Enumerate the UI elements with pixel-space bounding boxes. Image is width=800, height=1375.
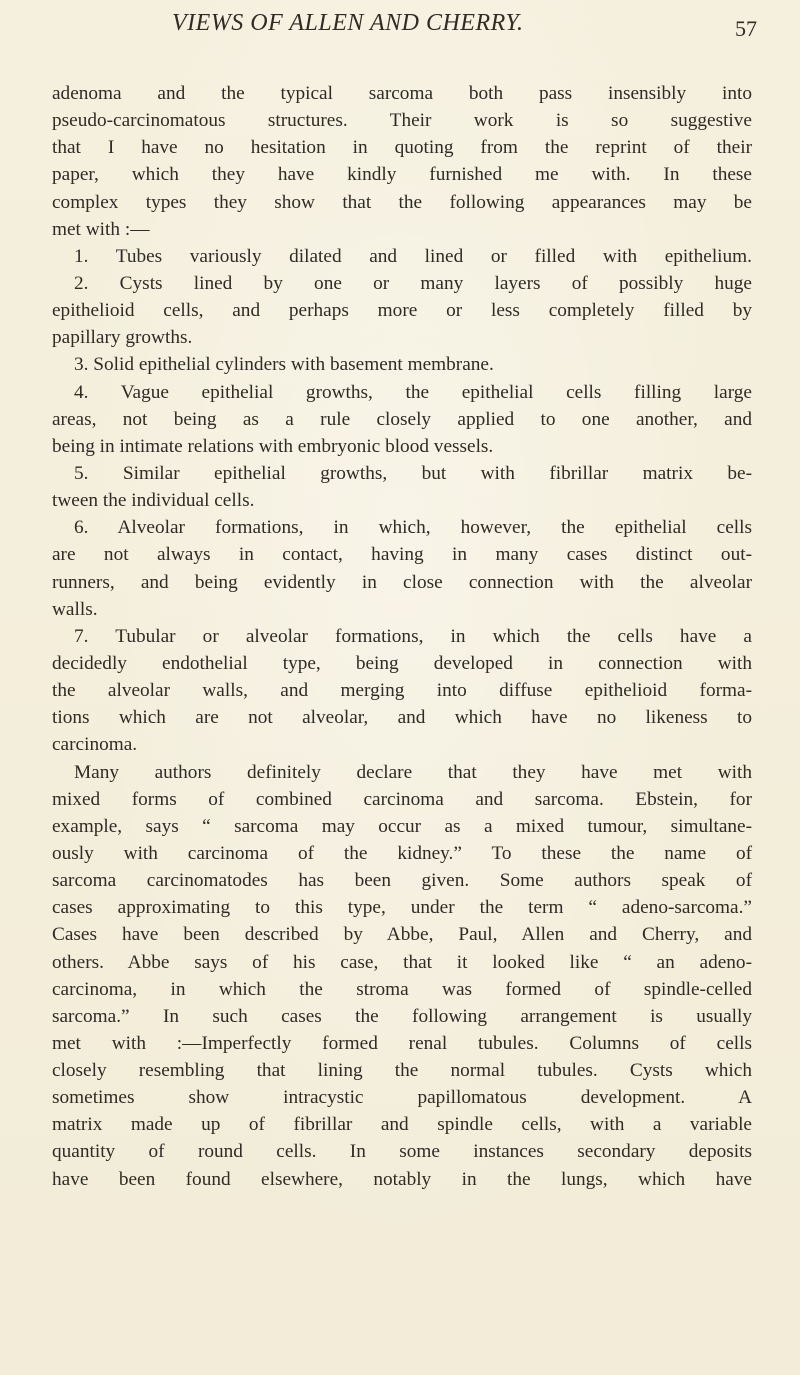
text-line: carcinoma, in which the stroma was formed of spindle-celled <box>52 978 752 1000</box>
text-line: sarcoma carcinomatodes has been given. Some authors speak of <box>52 870 752 892</box>
text-line: runners, and being evidently in close connection with the alveolar <box>52 571 752 593</box>
running-title: VIEWS OF ALLEN AND CHERRY. <box>172 10 524 36</box>
text-line: 1. Tubes variously dilated and lined or filled with epithelium. <box>74 245 752 267</box>
running-head <box>0 6 800 46</box>
text-line: met with :—Imperfectly formed renal tubules. Columns of cells <box>52 1032 752 1054</box>
body-text <box>52 80 752 1193</box>
text-line: sarcoma.” In such cases the following arrangement is usually <box>52 1005 752 1027</box>
text-line: met with :— <box>52 218 150 240</box>
text-line: cases approximating to this type, under the term “ adeno-sarcoma.” <box>52 897 752 919</box>
text-line: tween the individual cells. <box>52 490 255 512</box>
text-line: 6. Alveolar formations, in which, however, the epithelial cells <box>74 517 752 539</box>
text-line: carcinoma. <box>52 734 138 756</box>
text-line: 5. Similar epithelial growths, but with fibrillar matrix be- <box>74 462 752 484</box>
text-line: others. Abbe says of his case, that it looked like “ an adeno- <box>52 951 752 973</box>
text-line: 7. Tubular or alveolar formations, in which the cells have a <box>74 625 752 647</box>
text-line: 4. Vague epithelial growths, the epithelial cells filling large <box>74 381 752 403</box>
text-line: epithelioid cells, and perhaps more or less completely filled by <box>52 300 752 322</box>
text-line: mixed forms of combined carcinoma and sarcoma. Ebstein, for <box>52 788 752 810</box>
text-line: 3. Solid epithelial cylinders with basement membrane. <box>74 354 494 376</box>
text-line: 2. Cysts lined by one or many layers of possibly huge <box>74 272 752 294</box>
text-line: that I have no hesitation in quoting from the reprint of their <box>52 137 752 159</box>
text-line: decidedly endothelial type, being developed in connection with <box>52 652 752 674</box>
text-line: ously with carcinoma of the kidney.” To these the name of <box>52 842 752 864</box>
text-line: are not always in contact, having in many cases distinct out- <box>52 544 752 566</box>
text-line: pseudo-carcinomatous structures. Their work is so suggestive <box>52 110 752 132</box>
text-line: papillary growths. <box>52 327 193 349</box>
text-line: areas, not being as a rule closely applied to one another, and <box>52 408 752 430</box>
text-line: example, says “ sarcoma may occur as a mixed tumour, simultane- <box>52 815 752 837</box>
text-line: the alveolar walls, and merging into diffuse epithelioid forma- <box>52 680 752 702</box>
text-line: Many authors definitely declare that they have met with <box>74 761 752 783</box>
text-line: adenoma and the typical sarcoma both pass insensibly into <box>52 83 752 104</box>
text-line: being in intimate relations with embryonic blood vessels. <box>52 435 494 457</box>
text-line: complex types they show that the following appearances may be <box>52 191 752 213</box>
page-number: 57 <box>735 16 757 41</box>
text-line: tions which are not alveolar, and which have no likeness to <box>52 707 752 729</box>
text-line: matrix made up of fibrillar and spindle cells, with a variable <box>52 1114 752 1136</box>
text-line: closely resembling that lining the normal tubules. Cysts which <box>52 1060 752 1082</box>
text-line: have been found elsewhere, notably in the lungs, which have <box>52 1168 752 1190</box>
text-line: Cases have been described by Abbe, Paul, Allen and Cherry, and <box>52 924 752 946</box>
text-line: sometimes show intracystic papillomatous development. A <box>52 1087 752 1109</box>
text-line: quantity of round cells. In some instances secondary deposits <box>52 1141 752 1163</box>
text-line: paper, which they have kindly furnished me with. In these <box>52 164 752 186</box>
text-line: walls. <box>52 598 98 620</box>
